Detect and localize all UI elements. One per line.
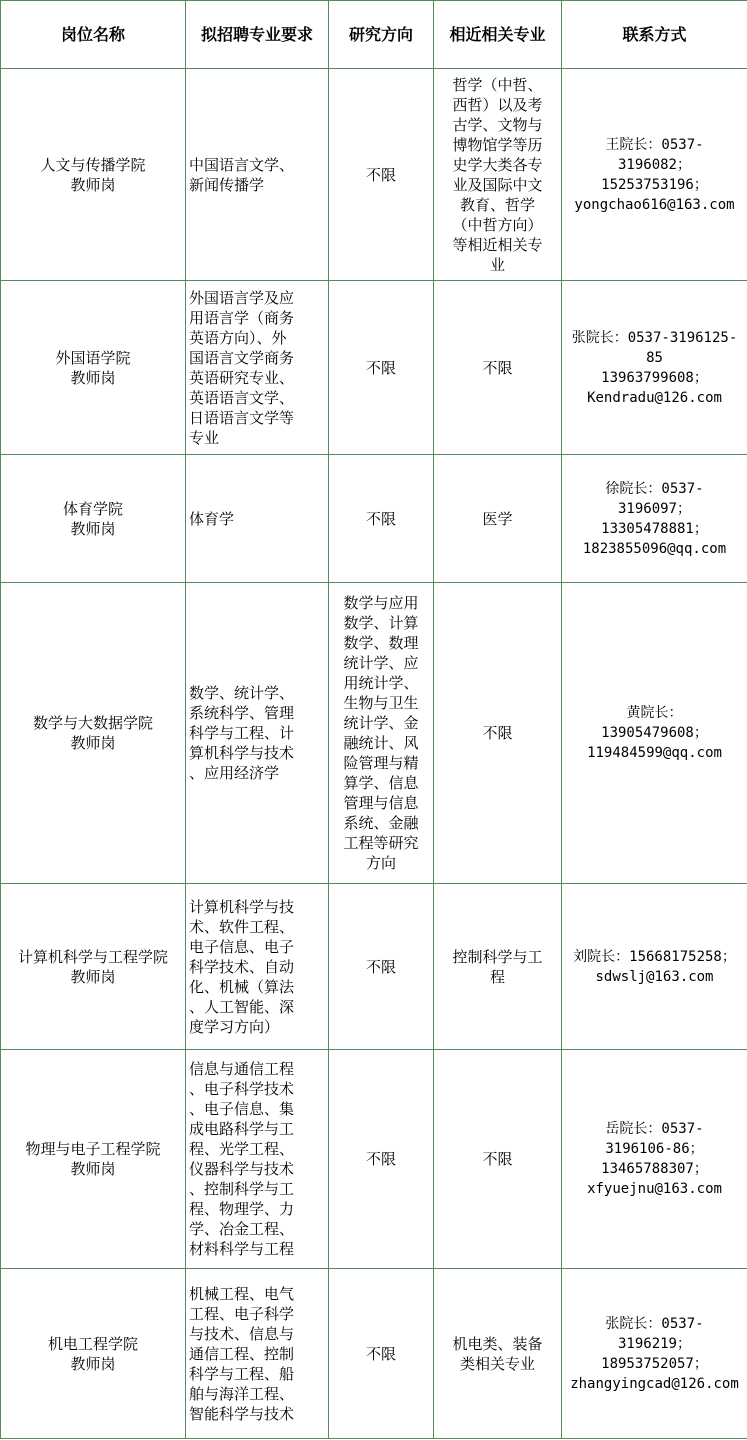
cell-line: 3196219；	[617, 1335, 691, 1352]
cell-related	[434, 455, 562, 583]
cell-line: 生物与卫生	[343, 694, 419, 712]
cell-line: 英语研究专业、	[189, 368, 295, 387]
cell-line: 系统、金融	[343, 814, 419, 832]
header-contact: 联系方式	[562, 1, 747, 69]
cell-line: 新闻传播学	[189, 175, 265, 194]
cell-line: 张院长：0537-3196125-	[571, 329, 738, 346]
cell-line: 数学与大数据学院	[32, 714, 153, 732]
cell-line: sdwslj@163.com	[595, 968, 714, 985]
cell-line: 教师岗	[70, 734, 116, 752]
cell-line: 成电路科学与工	[189, 1120, 295, 1138]
cell-line: 算机科学与技术	[189, 744, 295, 762]
cell-line: 学、冶金工程、	[189, 1220, 295, 1238]
cell-line: 徐院长：0537-	[605, 480, 704, 497]
cell-line: 人文与传播学院	[40, 155, 146, 174]
header-direction: 研究方向	[329, 1, 434, 69]
cell-line: 不限	[365, 957, 396, 976]
cell-line: 英语语言文学、	[189, 388, 295, 407]
cell-line: 西哲）以及考	[452, 95, 543, 114]
cell-line: 险管理与精	[343, 754, 419, 772]
cell-line: 、电子科学技术	[189, 1080, 295, 1098]
cell-line: 体育学院	[62, 499, 123, 518]
cell-line: 不限	[365, 509, 396, 528]
cell-line: 程、光学工程、	[189, 1140, 295, 1158]
cell-line: 15253753196；	[601, 176, 708, 193]
table-body	[1, 69, 747, 1439]
cell-line: 教师岗	[70, 967, 116, 986]
cell-line: 教师岗	[70, 175, 116, 194]
cell-line: 不限	[365, 1150, 396, 1168]
cell-line: 119484599@qq.com	[587, 745, 722, 761]
cell-line: 专业	[189, 428, 220, 447]
cell-line: 1823855096@qq.com	[582, 540, 727, 557]
cell-major	[186, 281, 329, 455]
cell-line: 不限	[482, 358, 513, 377]
cell-line: zhangyingcad@126.com	[570, 1375, 739, 1392]
cell-direction	[329, 281, 434, 455]
header-position: 岗位名称	[1, 1, 186, 69]
cell-line: 13963799608；	[601, 369, 708, 386]
cell-line: 通信工程、控制	[189, 1344, 295, 1363]
cell-line: 13465788307；	[601, 1161, 708, 1177]
cell-line: 融统计、风	[343, 734, 419, 752]
cell-line: 统计学、金	[343, 714, 419, 732]
cell-position	[1, 69, 186, 281]
cell-line: 机电工程学院	[47, 1334, 138, 1353]
cell-line: 术、软件工程、	[189, 917, 295, 936]
cell-line: 岳院长：0537-	[605, 1121, 704, 1137]
cell-line: Kendradu@126.com	[587, 389, 722, 406]
cell-line: 3196106-86；	[605, 1141, 704, 1157]
cell-line: 数学、统计学、	[189, 684, 295, 702]
cell-direction	[329, 1269, 434, 1439]
table-row	[1, 281, 747, 455]
cell-line: 体育学	[189, 509, 235, 528]
cell-line: 用统计学、	[343, 674, 419, 692]
cell-line: 英语方向）、外	[189, 328, 287, 347]
cell-line: 黄院长：	[626, 705, 683, 721]
cell-major	[186, 69, 329, 281]
cell-related	[434, 281, 562, 455]
cell-line: 舶与海洋工程、	[189, 1384, 295, 1403]
cell-line: 科学与工程、船	[189, 1364, 295, 1383]
cell-line: 外国语言学及应	[189, 288, 295, 307]
cell-contact	[562, 281, 747, 455]
cell-major	[186, 583, 329, 884]
cell-line: 张院长：0537-	[605, 1315, 704, 1332]
cell-line: 不限	[482, 1150, 513, 1168]
cell-line: 计算机科学与工程学院	[17, 947, 168, 966]
cell-contact	[562, 69, 747, 281]
cell-major	[186, 1050, 329, 1269]
cell-contact	[562, 1050, 747, 1269]
cell-line: 科学与工程、计	[189, 724, 295, 742]
cell-position	[1, 1269, 186, 1439]
cell-position	[1, 583, 186, 884]
cell-contact	[562, 1269, 747, 1439]
cell-position	[1, 884, 186, 1050]
cell-line: 13305478881；	[601, 520, 708, 537]
cell-line: yongchao616@163.com	[574, 196, 735, 213]
cell-line: 智能科学与技术	[189, 1404, 295, 1423]
cell-line: 、控制科学与工	[189, 1180, 295, 1198]
cell-line: 教育、哲学	[459, 195, 535, 214]
cell-line: 工程等研究	[343, 834, 419, 852]
cell-line: 外国语学院	[55, 348, 131, 367]
cell-line: 13905479608；	[601, 725, 708, 741]
cell-line: 教师岗	[70, 368, 116, 387]
table-row	[1, 884, 747, 1050]
cell-line: 史学大类各专	[452, 155, 543, 174]
cell-line: 信息与通信工程	[189, 1060, 295, 1078]
table-row	[1, 69, 747, 281]
cell-line: 博物馆学等历	[452, 135, 543, 154]
cell-line: 科学技术、自动	[189, 957, 295, 976]
cell-line: 3196097；	[617, 500, 691, 517]
cell-line: 材料科学与工程	[189, 1240, 295, 1258]
cell-position	[1, 281, 186, 455]
cell-line: 不限	[482, 724, 513, 742]
cell-line: 3196082；	[617, 156, 691, 173]
cell-line: 程	[489, 967, 505, 986]
cell-line: 业及国际中文	[452, 175, 543, 194]
cell-line: 85	[646, 349, 663, 366]
cell-line: 中国语言文学、	[189, 155, 295, 174]
cell-contact	[562, 455, 747, 583]
cell-line: 电子信息、电子	[189, 937, 295, 956]
cell-line: xfyuejnu@163.com	[587, 1181, 722, 1197]
cell-major	[186, 455, 329, 583]
cell-related	[434, 1269, 562, 1439]
cell-line: 控制科学与工	[452, 947, 543, 966]
cell-line: 仪器科学与技术	[189, 1160, 295, 1178]
cell-line: 机电类、装备	[452, 1334, 543, 1353]
cell-line: 管理与信息	[343, 794, 419, 812]
cell-line: 算学、信息	[343, 774, 419, 792]
cell-related	[434, 884, 562, 1050]
cell-line: 与技术、信息与	[189, 1324, 295, 1343]
cell-line: （中哲方向）	[452, 215, 543, 234]
cell-line: 教师岗	[70, 1354, 116, 1373]
cell-direction	[329, 1050, 434, 1269]
table-row	[1, 455, 747, 583]
cell-direction	[329, 583, 434, 884]
cell-line: 、应用经济学	[189, 764, 280, 782]
cell-line: 计算机科学与技	[189, 897, 295, 916]
cell-line: 度学习方向）	[189, 1017, 280, 1036]
cell-related	[434, 69, 562, 281]
cell-position	[1, 455, 186, 583]
cell-line: 统计学、应	[343, 654, 419, 672]
cell-line: 系统科学、管理	[189, 704, 295, 722]
cell-line: 方向	[365, 854, 396, 872]
cell-line: 程、物理学、力	[189, 1200, 295, 1218]
cell-line: 刘院长：15668175258；	[573, 948, 736, 965]
cell-major	[186, 884, 329, 1050]
cell-line: 教师岗	[70, 519, 116, 538]
header-major: 拟招聘专业要求	[186, 1, 329, 69]
cell-line: 国语言文学商务	[189, 348, 295, 367]
cell-line: 、电子信息、集	[189, 1100, 295, 1118]
cell-line: 18953752057；	[601, 1355, 708, 1372]
cell-line: 机械工程、电气	[189, 1284, 295, 1303]
cell-line: 教师岗	[70, 1160, 116, 1178]
cell-line: 类相关专业	[459, 1354, 535, 1373]
header-row	[1, 1, 747, 69]
cell-related	[434, 1050, 562, 1269]
cell-contact	[562, 583, 747, 884]
cell-line: 等相近相关专	[452, 235, 543, 254]
table-row	[1, 583, 747, 884]
cell-line: 日语语言文学等	[189, 408, 295, 427]
cell-direction	[329, 455, 434, 583]
cell-line: 用语言学（商务	[189, 308, 295, 327]
cell-line: 数学、数理	[343, 634, 419, 652]
cell-direction	[329, 884, 434, 1050]
cell-line: 不限	[365, 165, 396, 184]
cell-related	[434, 583, 562, 884]
cell-line: 王院长：0537-	[605, 136, 704, 153]
cell-contact	[562, 884, 747, 1050]
cell-line: 不限	[365, 1344, 396, 1363]
cell-position	[1, 1050, 186, 1269]
cell-line: 不限	[365, 358, 396, 377]
cell-line: 医学	[482, 509, 513, 528]
cell-line: 、人工智能、深	[189, 997, 295, 1016]
cell-line: 数学与应用	[343, 594, 419, 612]
cell-line: 化、机械（算法	[189, 977, 295, 996]
cell-direction	[329, 69, 434, 281]
table-row	[1, 1269, 747, 1439]
table-row	[1, 1050, 747, 1269]
cell-line: 工程、电子科学	[189, 1304, 295, 1323]
header-related: 相近相关专业	[434, 1, 562, 69]
cell-line: 业	[489, 255, 505, 274]
cell-line: 数学、计算	[343, 614, 419, 632]
cell-line: 物理与电子工程学院	[25, 1140, 161, 1158]
cell-line: 古学、文物与	[452, 115, 543, 134]
cell-line: 哲学（中哲、	[452, 75, 543, 94]
cell-major	[186, 1269, 329, 1439]
